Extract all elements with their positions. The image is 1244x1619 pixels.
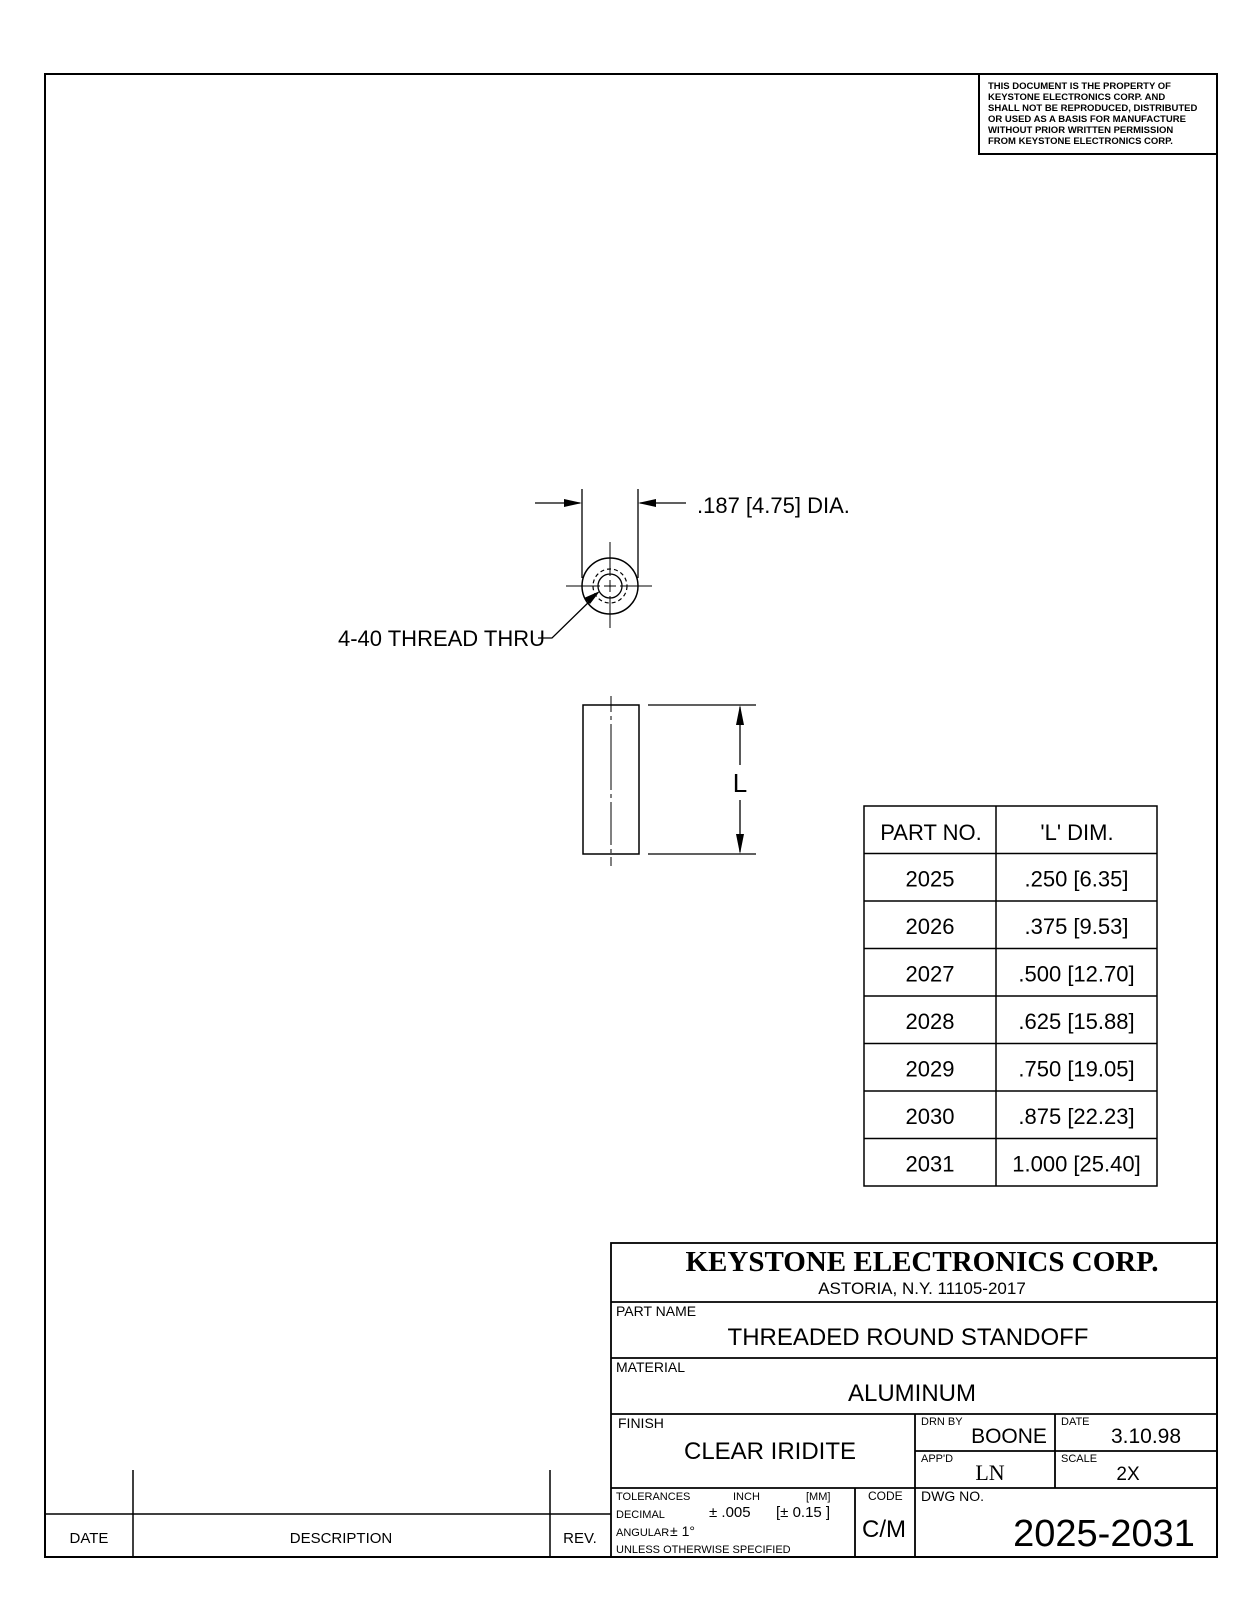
revision-date-header: DATE <box>69 1530 109 1547</box>
dwg-no-label: DWG NO. <box>921 1488 984 1504</box>
material-label: MATERIAL <box>616 1359 685 1375</box>
notice-line-3: SHALL NOT BE REPRODUCED, DISTRIBUTED <box>988 103 1198 114</box>
appd-value: LN <box>975 1460 1005 1485</box>
diameter-dimension-label: .187 [4.75] DIA. <box>697 493 850 518</box>
material-value: ALUMINUM <box>847 1380 977 1407</box>
side-view <box>583 696 756 866</box>
top-view <box>535 489 686 638</box>
table-cell-part-no: 2031 <box>905 1151 955 1177</box>
unless-specified-note: UNLESS OTHERWISE SPECIFIED <box>616 1544 791 1556</box>
mm-label: [MM] <box>806 1491 831 1503</box>
length-dimension-label: L <box>732 768 748 798</box>
table-cell-l-dim: .375 [9.53] <box>1024 914 1129 939</box>
code-label: CODE <box>868 1489 903 1503</box>
table-cell-part-no: 2030 <box>905 1104 955 1129</box>
decimal-label: DECIMAL <box>616 1509 665 1521</box>
table-cell-l-dim: .875 [22.23] <box>1018 1104 1135 1129</box>
finish-label: FINISH <box>618 1415 664 1431</box>
notice-line-4: OR USED AS A BASIS FOR MANUFACTURE <box>988 114 1186 125</box>
title-block <box>611 1243 1217 1557</box>
scale-value: 2X <box>1116 1464 1140 1485</box>
appd-label: APP'D <box>921 1453 954 1465</box>
table-cell-part-no: 2027 <box>905 961 955 987</box>
drn-by-label: DRN BY <box>921 1416 963 1428</box>
scale-label: SCALE <box>1061 1453 1098 1465</box>
thread-callout-label: 4-40 THREAD THRU <box>338 626 546 651</box>
part-name-label: PART NAME <box>616 1303 697 1319</box>
finish-value: CLEAR IRIDITE <box>683 1438 857 1465</box>
date-label: DATE <box>1061 1416 1090 1428</box>
revision-description-header: DESCRIPTION <box>289 1530 393 1547</box>
table-cell-l-dim: 1.000 [25.40] <box>1012 1151 1141 1177</box>
part-table <box>864 806 1157 1186</box>
code-value: C/M <box>862 1516 906 1543</box>
drn-by-value: BOONE <box>971 1425 1047 1448</box>
table-cell-part-no: 2029 <box>905 1056 955 1082</box>
decimal-mm-tolerance: [± 0.15 ] <box>776 1504 831 1521</box>
table-cell-l-dim: .250 [6.35] <box>1024 866 1129 892</box>
table-cell-l-dim: .625 [15.88] <box>1018 1009 1135 1034</box>
angular-tolerance: ± 1° <box>670 1523 695 1539</box>
company-address: ASTORIA, N.Y. 11105-2017 <box>818 1279 1026 1298</box>
inch-label: INCH <box>733 1491 760 1503</box>
tolerances-label: TOLERANCES <box>616 1491 691 1503</box>
table-cell-l-dim: .750 [19.05] <box>1018 1056 1135 1082</box>
table-cell-l-dim: .500 [12.70] <box>1018 961 1135 987</box>
notice-line-5: WITHOUT PRIOR WRITTEN PERMISSION <box>988 125 1174 136</box>
notice-line-1: THIS DOCUMENT IS THE PROPERTY OF <box>988 81 1171 92</box>
table-cell-part-no: 2028 <box>905 1009 955 1034</box>
proprietary-notice <box>979 74 1217 154</box>
dwg-no-value: 2025-2031 <box>1013 1513 1195 1555</box>
date-value: 3.10.98 <box>1110 1425 1182 1448</box>
angular-label: ANGULAR <box>616 1527 670 1539</box>
table-header-l-dim: 'L' DIM. <box>1040 820 1114 845</box>
table-header-part-no: PART NO. <box>880 820 982 845</box>
decimal-inch-tolerance: ± .005 <box>709 1504 751 1521</box>
revision-rev-header: REV. <box>563 1530 597 1547</box>
revision-block <box>45 1470 611 1557</box>
notice-line-6: FROM KEYSTONE ELECTRONICS CORP. <box>988 136 1173 147</box>
company-name: KEYSTONE ELECTRONICS CORP. <box>685 1246 1159 1278</box>
table-cell-part-no: 2026 <box>905 914 955 939</box>
notice-line-2: KEYSTONE ELECTRONICS CORP. AND <box>988 92 1166 103</box>
part-name-value: THREADED ROUND STANDOFF <box>727 1324 1089 1351</box>
table-cell-part-no: 2025 <box>905 866 955 892</box>
